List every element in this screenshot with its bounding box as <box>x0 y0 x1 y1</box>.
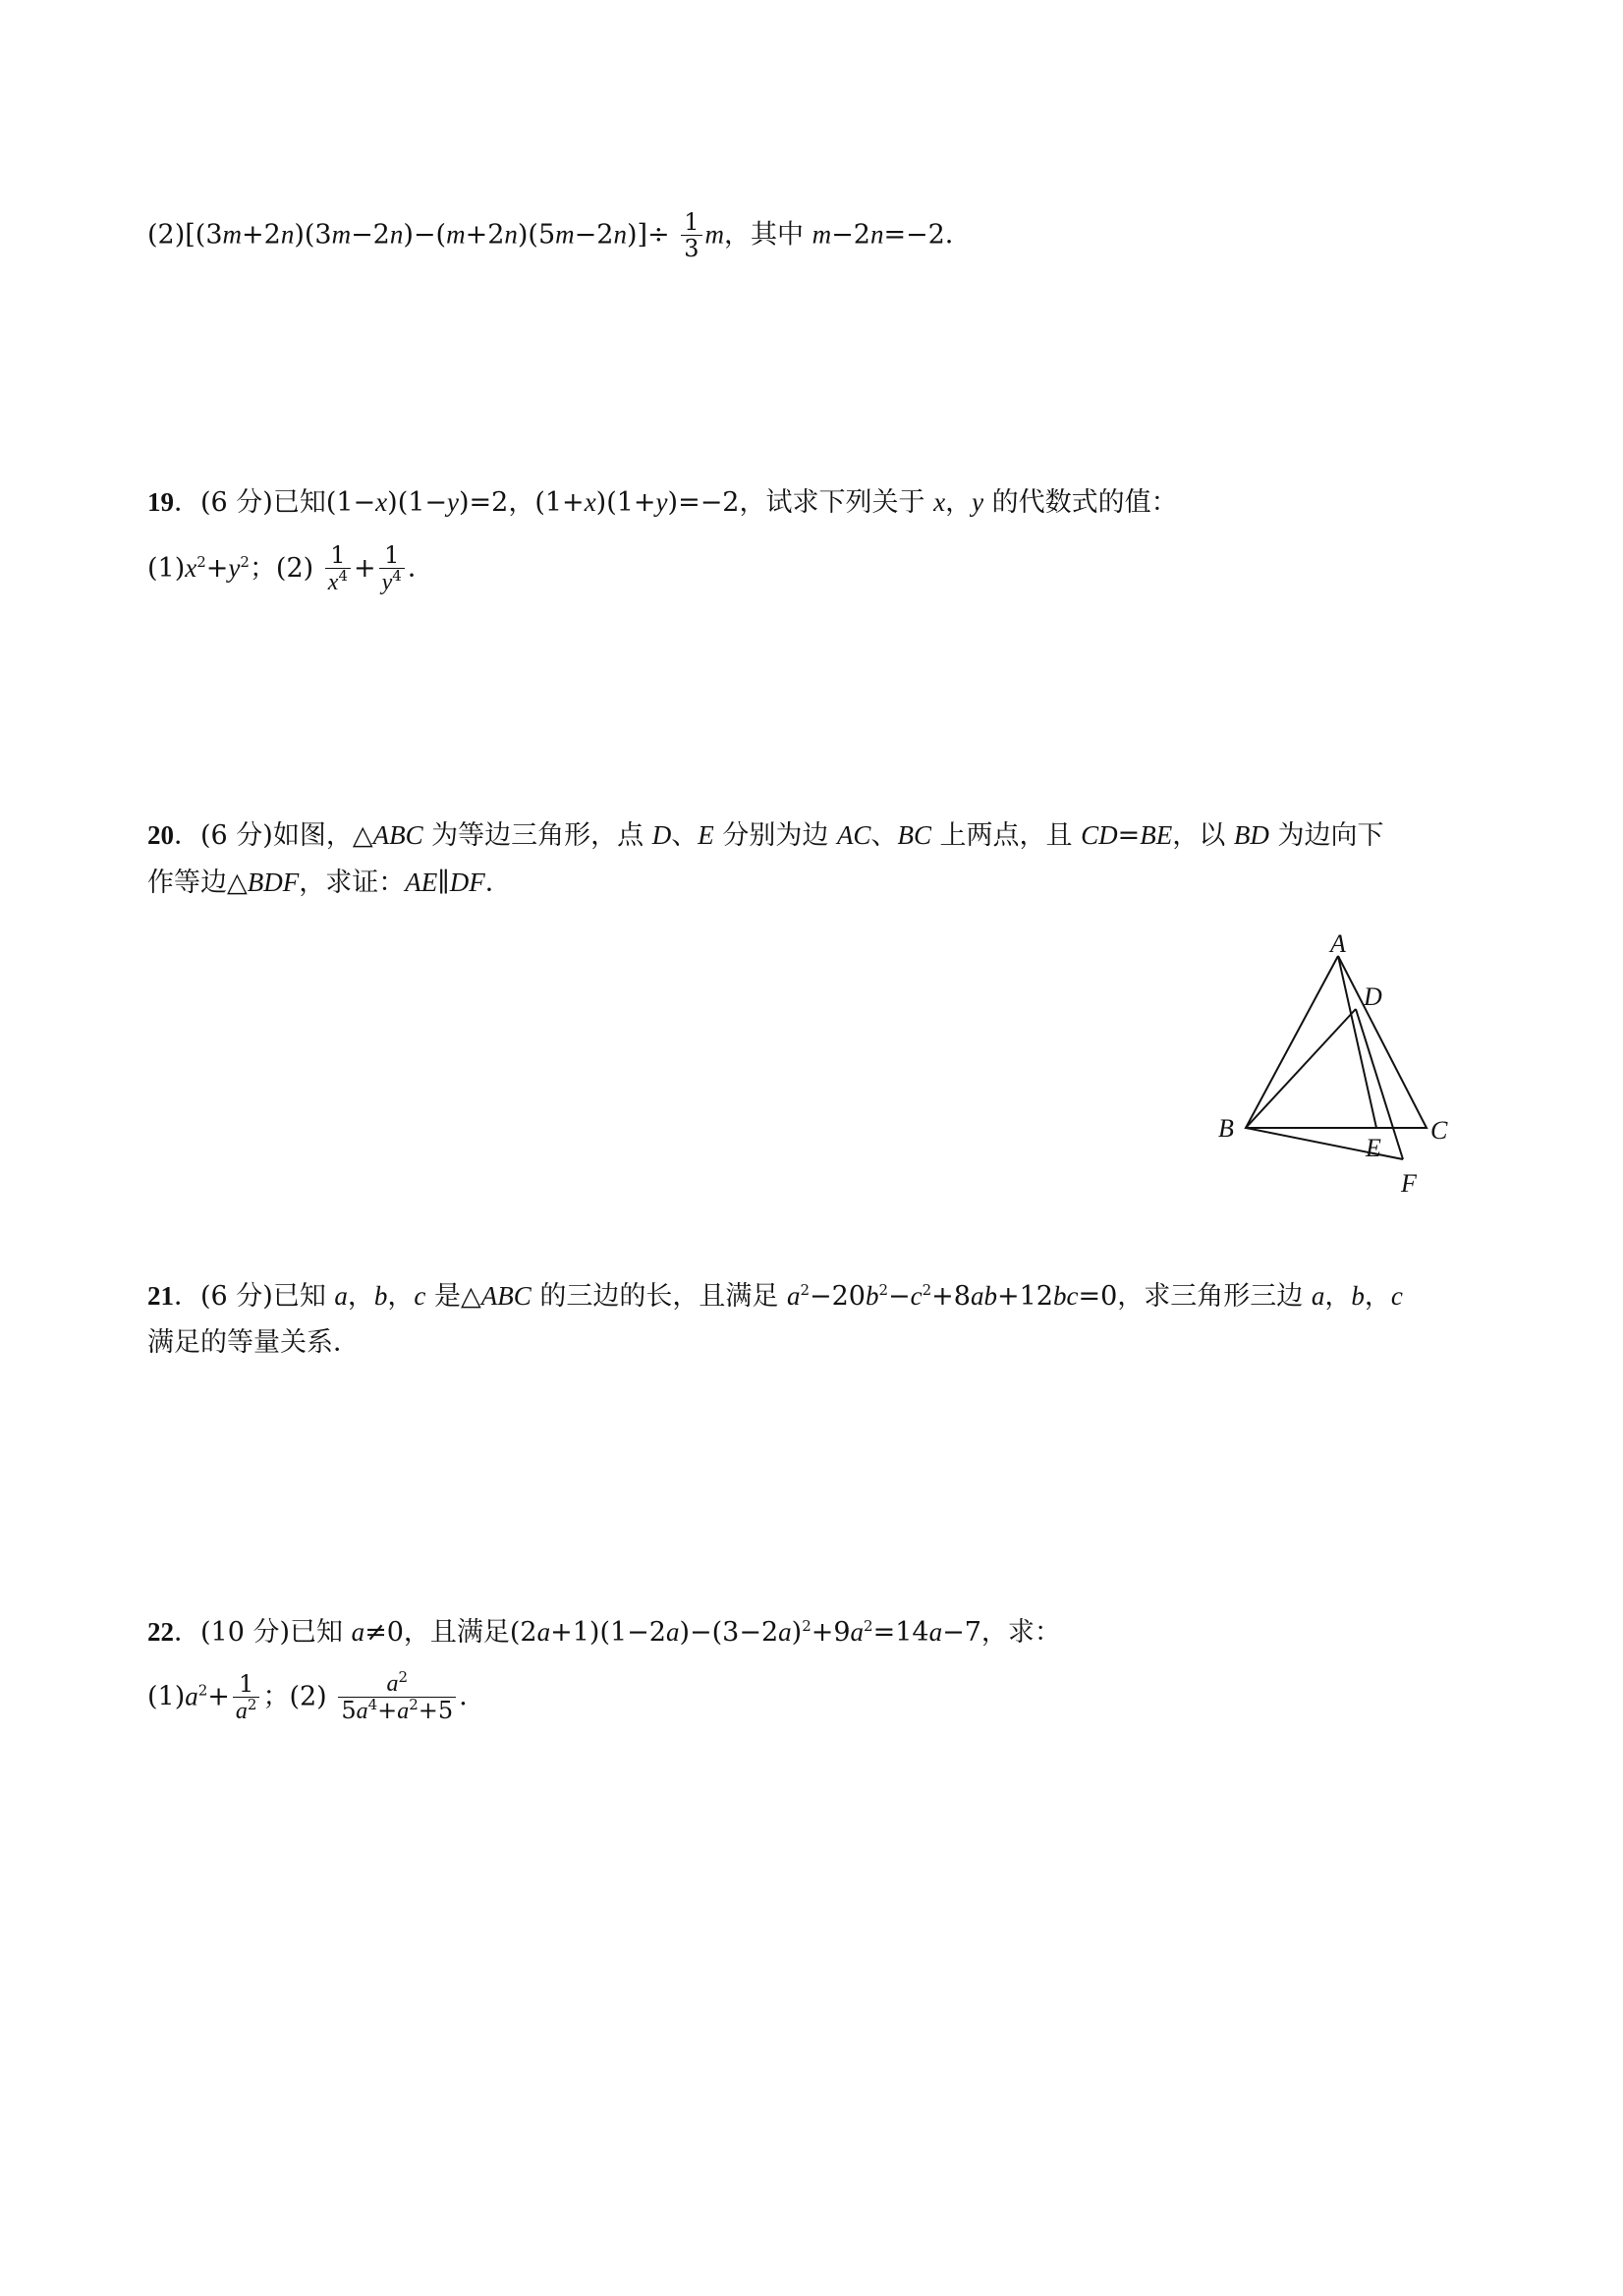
var: a <box>334 1281 348 1311</box>
label-e: E <box>1366 1134 1381 1162</box>
expr-text: +9 <box>811 1617 851 1648</box>
expr-text: 5 <box>341 1697 357 1725</box>
part-label: ；(2) <box>249 552 314 584</box>
question-22-stem <box>147 1609 1061 1655</box>
var: D <box>651 820 672 850</box>
question-21-line-1 <box>147 1273 1403 1319</box>
expr-text: =−2． <box>883 219 972 251</box>
fraction-numerator: 1 <box>379 542 405 569</box>
expr-text: =14 <box>872 1617 929 1648</box>
expr-text: +2 <box>242 219 281 251</box>
var: a <box>928 1617 943 1647</box>
exponent: 2 <box>878 1281 889 1299</box>
expr-text: )(3 <box>294 219 332 251</box>
label-a: A <box>1330 929 1346 958</box>
fraction-1-over-a2 <box>233 1671 260 1725</box>
expr-text: +12 <box>996 1281 1053 1312</box>
exponent: 2 <box>398 1668 409 1686</box>
var: c <box>910 1281 923 1311</box>
var: y <box>447 487 460 517</box>
expr-text: )(1+ <box>595 487 656 518</box>
fraction-denominator <box>325 569 351 595</box>
expr-text: ．(6 分)已知(1− <box>174 487 376 518</box>
var: BC <box>897 820 931 850</box>
var: b <box>1351 1281 1365 1311</box>
expr-text: −2 <box>831 219 870 251</box>
fraction-denominator <box>233 1695 260 1724</box>
question-19-parts <box>147 542 434 596</box>
label-f: F <box>1401 1169 1417 1198</box>
fraction-1-over-y4 <box>379 542 405 596</box>
part-label: ；(2) <box>262 1681 327 1712</box>
var: b <box>865 1281 879 1311</box>
label-b: B <box>1218 1114 1234 1143</box>
fraction-numerator: 1 <box>233 1671 260 1698</box>
var: a <box>386 1671 399 1697</box>
expr-text: )−(3−2 <box>679 1617 779 1648</box>
expr-text: +2 <box>465 219 505 251</box>
question-21-line-2: 满足的等量关系． <box>147 1327 360 1358</box>
var: a <box>356 1699 368 1725</box>
var: ABC <box>480 1281 532 1311</box>
var: n <box>389 219 404 250</box>
question-number: 22 <box>147 1617 174 1647</box>
var: b <box>373 1281 388 1311</box>
expr-text: ，其中 <box>724 219 812 251</box>
expr-text: ∥ <box>437 868 450 898</box>
var: ab <box>970 1281 997 1311</box>
expr-text: )=−2，试求下列关于 <box>667 487 934 518</box>
exponent: 2 <box>864 1617 873 1635</box>
fraction-numerator: 1 <box>325 542 351 569</box>
var: a <box>778 1617 792 1647</box>
question-18-part-2 <box>147 209 972 262</box>
expr-text: −2 <box>574 219 614 251</box>
expr-text: 上两点，且 <box>930 820 1082 851</box>
expr-text: ，求证： <box>299 868 406 898</box>
expr-text: +1)(1−2 <box>550 1617 666 1648</box>
question-number: 21 <box>147 1281 174 1311</box>
fraction-a2-over-polynomial <box>338 1670 456 1725</box>
fraction-1-over-x4 <box>325 542 351 596</box>
var: y <box>972 487 984 517</box>
var: y <box>228 552 241 583</box>
var: n <box>613 219 627 250</box>
expr-text: =0，求三角形三边 <box>1078 1281 1312 1312</box>
var: a <box>397 1699 410 1725</box>
expr-text: − <box>888 1281 911 1312</box>
var: DF <box>449 868 485 897</box>
var: AC <box>836 820 871 850</box>
expr-text: +5 <box>418 1697 454 1725</box>
var: AE <box>405 868 438 897</box>
expr-text: ．(6 分)已知 <box>174 1281 335 1312</box>
fraction-one-third <box>681 209 701 262</box>
triangle-figure <box>1208 928 1464 1213</box>
var: c <box>1390 1281 1403 1311</box>
var: c <box>414 1281 426 1311</box>
expr-text: ， <box>1364 1281 1391 1312</box>
expr-text: 的三边的长，且满足 <box>531 1281 787 1312</box>
fraction-denominator <box>379 569 405 595</box>
var: a <box>1311 1281 1325 1311</box>
var: n <box>869 219 884 250</box>
expr-text: )]÷ <box>626 219 670 251</box>
var: a <box>351 1617 365 1647</box>
expr-text: 为等边三角形，点 <box>422 820 652 851</box>
exponent: 2 <box>922 1281 932 1299</box>
var: E <box>698 820 714 850</box>
question-20-line-1 <box>147 812 1383 859</box>
var: m <box>812 219 832 250</box>
expr-text: )(1− <box>387 487 448 518</box>
fraction-numerator <box>338 1670 456 1698</box>
var: m <box>331 219 352 250</box>
expr-text: 分别为边 <box>713 820 837 851</box>
var: n <box>504 219 518 250</box>
var: a <box>665 1617 680 1647</box>
var: m <box>446 219 466 250</box>
var: a <box>786 1281 801 1311</box>
exponent: 2 <box>409 1696 419 1714</box>
var: CD <box>1081 820 1118 850</box>
var: m <box>555 219 575 250</box>
exponent: 2 <box>800 1281 810 1299</box>
expr-text: ， <box>387 1281 415 1312</box>
expr-text: )(5 <box>517 219 556 251</box>
exponent: 2 <box>197 1681 208 1700</box>
exponent: 4 <box>367 1696 378 1714</box>
exponent: 2 <box>247 1695 257 1713</box>
fraction-denominator: 3 <box>684 235 700 263</box>
expr-text: ， <box>945 487 973 518</box>
fraction-denominator <box>338 1698 456 1724</box>
expr-text: + <box>353 552 376 584</box>
var: a <box>185 1681 198 1711</box>
fraction-numerator: 1 <box>681 209 701 236</box>
expr-text: 为边向下 <box>1268 820 1384 851</box>
expr-text: −20 <box>809 1281 866 1312</box>
var: BD <box>1233 820 1269 850</box>
expr-text: ． <box>459 1681 486 1712</box>
var: BDF <box>247 868 300 897</box>
exponent: 2 <box>802 1617 812 1635</box>
expr-text: + <box>377 1697 398 1725</box>
expr-text: )−( <box>403 219 447 251</box>
var: x <box>933 487 946 517</box>
expr-text: 是△ <box>425 1281 481 1312</box>
expr-text: −2 <box>351 219 390 251</box>
var: a <box>850 1617 865 1647</box>
question-number: 19 <box>147 487 174 517</box>
expr-text: ．(6 分)如图，△ <box>174 820 373 851</box>
exponent: 2 <box>240 552 250 571</box>
expr-text: ) <box>791 1617 803 1648</box>
var: y <box>381 570 393 596</box>
expr-text: = <box>1117 820 1141 851</box>
var: ABC <box>372 820 423 850</box>
expr-text: 作等边△ <box>147 868 248 898</box>
var: x <box>185 552 197 583</box>
var: m <box>222 219 242 250</box>
var: x <box>584 487 596 517</box>
var: x <box>327 570 339 596</box>
triangle-abc <box>1246 956 1427 1128</box>
expr-text: +8 <box>931 1281 971 1312</box>
expr-text: 、 <box>870 820 898 851</box>
expr-text: −7，求： <box>942 1617 1061 1648</box>
var: y <box>655 487 668 517</box>
exponent: 4 <box>392 567 402 586</box>
expr-text: + <box>207 1681 230 1712</box>
part-label: (1) <box>147 1681 186 1712</box>
expr-text: (2)[(3 <box>147 219 223 251</box>
var: n <box>280 219 295 250</box>
exponent: 2 <box>196 552 206 571</box>
expr-text: ．(10 分)已知 <box>174 1617 352 1648</box>
question-19-stem <box>147 479 1178 526</box>
part-label: (1) <box>147 552 186 584</box>
question-number: 20 <box>147 820 174 850</box>
exponent: 4 <box>338 567 348 586</box>
question-22-parts <box>147 1670 485 1725</box>
var: m <box>704 219 725 250</box>
label-c: C <box>1430 1116 1448 1145</box>
label-d: D <box>1364 982 1382 1011</box>
var: bc <box>1052 1281 1079 1311</box>
question-20-line-2 <box>147 860 512 906</box>
var: x <box>375 487 388 517</box>
expr-text: ． <box>484 868 512 898</box>
expr-text: 的代数式的值： <box>983 487 1178 518</box>
expr-text: ， <box>347 1281 374 1312</box>
expr-text: 、 <box>671 820 699 851</box>
var: a <box>235 1698 248 1724</box>
expr-text: )=2，(1+ <box>459 487 585 518</box>
expr-text: ，以 <box>1172 820 1234 851</box>
expr-text: ． <box>407 552 434 584</box>
expr-text: + <box>205 552 229 584</box>
var: a <box>536 1617 551 1647</box>
expr-text: ， <box>1324 1281 1352 1312</box>
expr-text: ≠0，且满足(2 <box>364 1617 537 1648</box>
var: BE <box>1140 820 1173 850</box>
